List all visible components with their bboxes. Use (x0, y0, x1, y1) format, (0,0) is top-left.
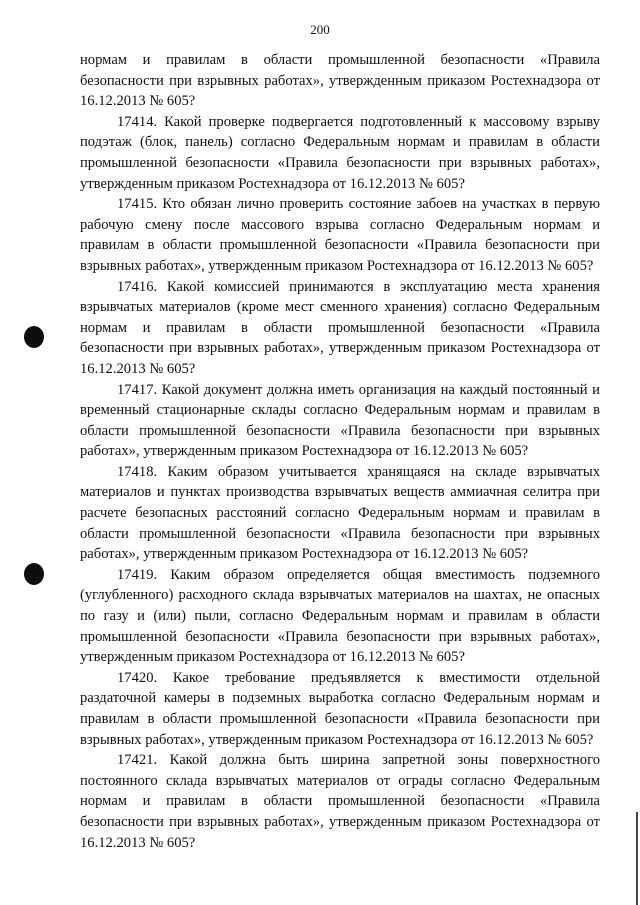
page-number: 200 (310, 22, 330, 37)
question-17416: 17416. Какой комиссией принимаются в эксплуатацию места хранения взрывчатых материалов (кроме мест сменного хранения) согласно Федеральным нормам и правилам в области промышленной безопасности «Правила безопасности при взрывных работах», утвержденным приказом Ростехнадзора от 16.12.2013 № 605? (80, 278, 600, 377)
question-17414: 17414. Какой проверке подвергается подготовленный к массовому взрыву подэтаж (блок, панель) согласно Федеральным нормам и правилам в области промышленной безопасности «Правила безопасности при взрывных работах», утвержденным приказом Ростехнадзора от 16.12.2013 № 605? (80, 113, 600, 192)
punch-hole-mark (24, 563, 44, 585)
question-17420: 17420. Какое требование предъявляется к вместимости отдельной раздаточной камеры в подземных выработка согласно Федеральным нормам и правилам в области промышленной безопасности «Правила безопасности при взрывных работах», утвержденным приказом Ростехнадзора от 16.12.2013 № 605? (80, 669, 600, 748)
question-17419: 17419. Каким образом определяется общая вместимость подземного (углубленного) расходного склада взрывчатых материалов на шахтах, не опасных по газу и (или) пыли, согласно Федеральным нормам и правилам в области промышленной безопасности «Правила безопасности при взрывных работах», утвержденным приказом Ростехнадзора от 16.12.2013 № 605? (80, 566, 600, 666)
question-17421: 17421. Какой должна быть ширина запретной зоны поверхностного постоянного склада взрывчатых материалов от ограды согласно Федеральным нормам и правилам в области промышленной безопасности «Правила безопасности при взрывных работах», утвержденным приказом Ростехнадзора от 16.12.2013 № 605? (80, 752, 600, 851)
document-body (80, 50, 600, 853)
question-17415: 17415. Кто обязан лично проверить состояние забоев на участках в первую рабочую смену после массового взрыва согласно Федеральным нормам и правилам в области промышленной безопасности «Правила безопасности при взрывных работах», утвержденным приказом Ростехнадзора от 16.12.2013 № 605? (80, 196, 600, 274)
punch-hole-mark (24, 326, 44, 348)
paragraph-continuation: нормам и правилам в области промышленной безопасности «Правила безопасности при взрывных работах», утвержденным приказом Ростехнадзора от 16.12.2013 № 605? (80, 52, 600, 110)
question-17417: 17417. Какой документ должна иметь организация на каждый постоянный и временный стационарные склады согласно Федеральным нормам и правилам в области промышленной безопасности «Правила безопасности при взрывных работах», утвержденным приказом Ростехнадзора от 16.12.2013 № 605? (80, 381, 600, 460)
scan-edge-mark (636, 812, 638, 905)
question-17418: 17418. Каким образом учитывается хранящаяся на складе взрывчатых материалов и пунктах производства взрывчатых веществ аммиачная селитра при расчете безопасных расстояний согласно Федеральным нормам и правилам в области промышленной безопасности «Правила безопасности при взрывных работах», утвержденным приказом Ростехнадзора от 16.12.2013 № 605? (80, 463, 600, 563)
